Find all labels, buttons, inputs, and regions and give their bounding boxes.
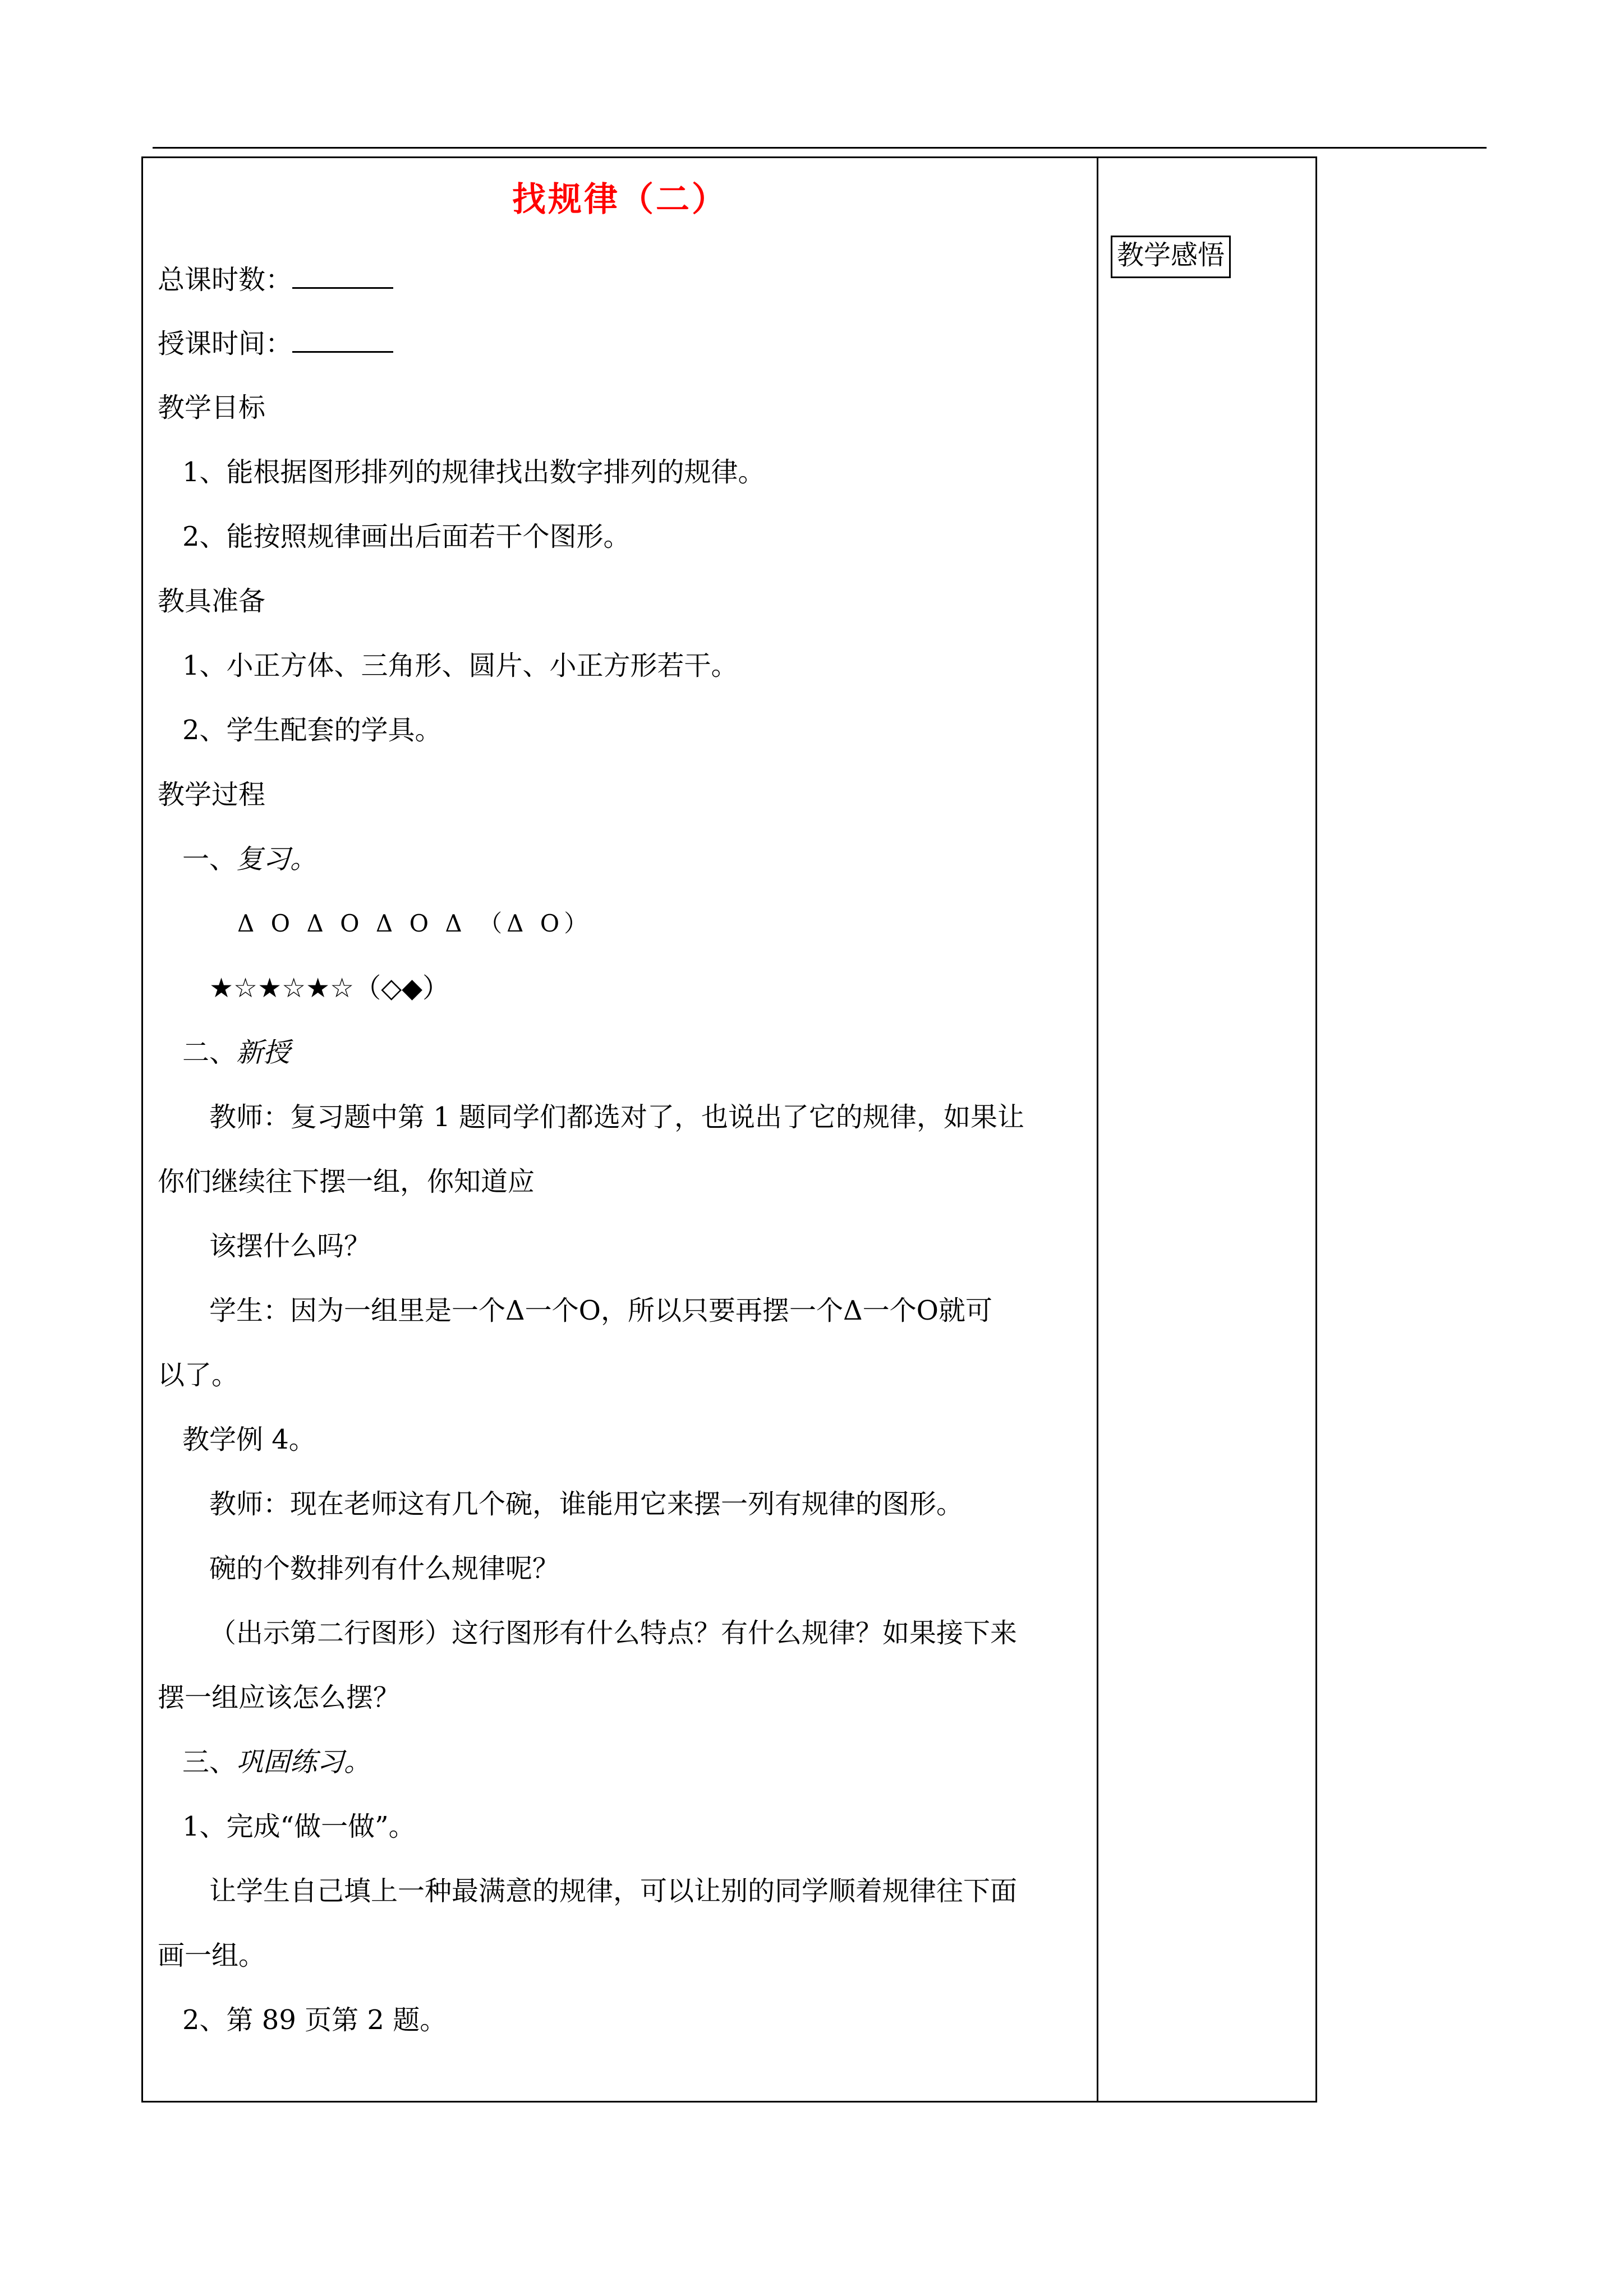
step-practice-title: 巩固练习。 [236,1746,371,1778]
step-new-number: 二、 [182,1037,237,1068]
teacher-dialogue-1-line-3: 该摆什么吗？ [209,1230,371,1262]
tool-item-1: 1、小正方体、三角形、圆片、小正方形若干。 [182,650,738,681]
teach-time-field [158,326,393,361]
step-practice-heading [182,1745,371,1779]
practice-item-2: 2、第 89 页第 2 题。 [182,2004,447,2036]
total-hours-blank [292,262,393,289]
teacher-dialogue-2: 教师：现在老师这有几个碗，谁能用它来摆一列有规律的图形。 [209,1488,964,1520]
step-review-heading [182,842,317,876]
shape-sequence-row-2: ★☆★☆★☆（◇◆） [209,972,450,1004]
example-4-heading: 教学例 4。 [182,1424,316,1455]
teacher-dialogue-1-line-2: 你们继续往下摆一组，你知道应 [158,1166,535,1197]
student-dialogue-line-1: 学生：因为一组里是一个Δ一个O，所以只要再摆一个Δ一个O就可 [209,1295,993,1326]
practice-item-1: 1、完成“做一做”。 [182,1811,416,1842]
lesson-content-cell [143,158,1097,2101]
question-second-row-line-2: 摆一组应该怎么摆？ [158,1682,401,1713]
step-review-title: 复习。 [236,843,318,875]
goals-heading: 教学目标 [158,392,266,423]
step-new-heading [182,1036,290,1069]
practice-item-1-desc-line-1: 让学生自己填上一种最满意的规律，可以让别的同学顺着规律往下面 [209,1875,1018,1907]
shape-sequence-row-1: Δ O Δ O Δ O Δ （Δ O） [237,910,592,937]
step-new-title: 新授 [236,1037,291,1068]
goal-item-1: 1、能根据图形排列的规律找出数字排列的规律。 [182,457,765,488]
student-dialogue-line-2: 以了。 [158,1359,239,1391]
step-practice-number: 三、 [182,1746,237,1778]
lesson-title: 找规律（二） [512,180,728,219]
total-hours-label: 总课时数： [158,264,293,296]
goal-item-2: 2、能按照规律画出后面若干个图形。 [182,521,631,552]
tools-heading: 教具准备 [158,585,266,617]
question-second-row-line-1: （出示第二行图形）这行图形有什么特点？有什么规律？如果接下来 [209,1617,1018,1649]
tool-item-2: 2、学生配套的学具。 [182,714,442,746]
total-hours-field [158,262,393,297]
lesson-plan-table [141,156,1317,2103]
step-review-number: 一、 [182,843,237,875]
reflection-label: 教学感悟 [1111,236,1231,278]
question-bowl-pattern: 碗的个数排列有什么规律呢？ [209,1553,560,1584]
reflection-cell [1098,158,1315,2101]
header-rule [153,147,1487,149]
practice-item-1-desc-line-2: 画一组。 [158,1940,266,1971]
teach-time-blank [292,326,393,353]
process-heading: 教学过程 [158,779,266,810]
teach-time-label: 授课时间： [158,328,293,359]
teacher-dialogue-1-line-1: 教师：复习题中第 1 题同学们都选对了，也说出了它的规律，如果让 [209,1101,1025,1133]
